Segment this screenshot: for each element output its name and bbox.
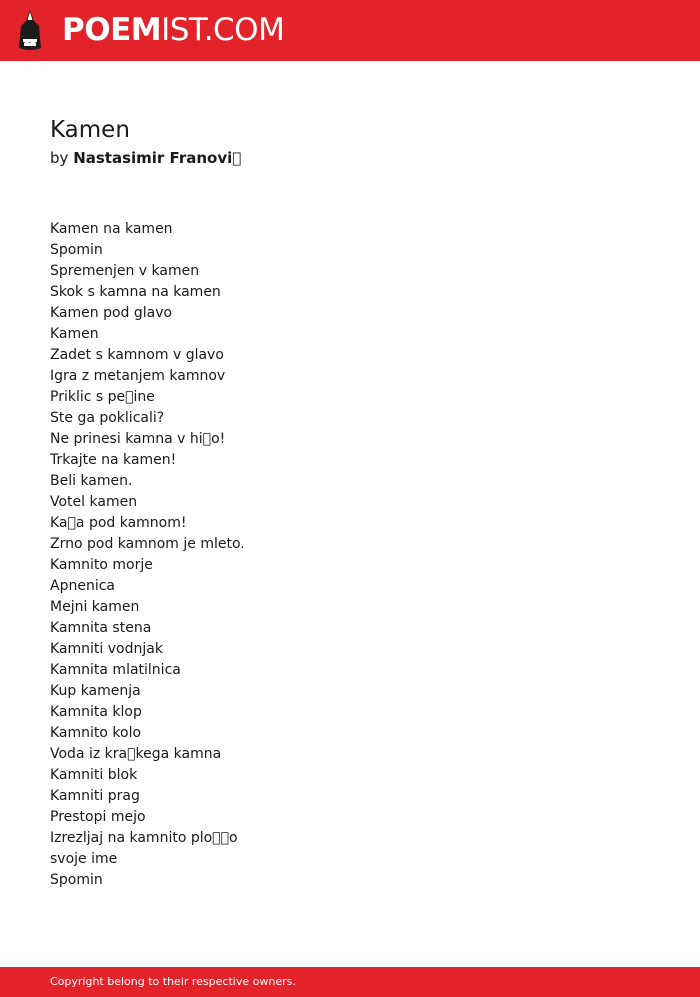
poem-line: Priklic s pe ine: [50, 389, 155, 405]
poem-line: Apnenica: [50, 578, 115, 594]
by-label: by: [50, 149, 69, 167]
poem-line: Voda iz kra kega kamna: [50, 746, 222, 762]
poem-line: Zrno pod kamnom je mleto.: [50, 536, 245, 552]
site-logo[interactable]: [62, 12, 284, 48]
poem-line: Kamnita klop: [50, 704, 142, 720]
poem-line: Prestopi mejo: [50, 809, 146, 825]
poem-line: Kamnita mlatilnica: [50, 662, 181, 678]
poem-line: Skok s kamna na kamen: [50, 284, 221, 300]
poem-line: Spremenjen v kamen: [50, 263, 200, 279]
poem-line: svoje ime: [50, 851, 118, 867]
poem-line: Kamen pod glavo: [50, 305, 173, 321]
poem-body: [50, 219, 245, 891]
pencil-tip-icon[interactable]: [18, 9, 42, 51]
poem-line: Kamnito kolo: [50, 725, 142, 741]
logo-bold: POEM: [62, 12, 162, 48]
poem-line: Kamniti blok: [50, 767, 138, 783]
poem-line: Votel kamen: [50, 494, 138, 510]
logo-light: IST.COM: [161, 12, 285, 48]
poem-line: Kamen na kamen: [50, 221, 173, 237]
poem-line: Kamnita stena: [50, 620, 152, 636]
byline: [50, 149, 241, 167]
poem-line: Kamniti vodnjak: [50, 641, 163, 657]
poem-line: Kamniti prag: [50, 788, 140, 804]
poem-line: Igra z metanjem kamnov: [50, 368, 226, 384]
poem-line: Trkajte na kamen!: [50, 452, 177, 468]
poem-line: Kamen: [50, 326, 99, 342]
poem-line: Mejni kamen: [50, 599, 140, 615]
author-name: Nastasimir Franovi : [73, 149, 242, 167]
poem-line: Izrezljaj na kamnito plo  o: [50, 830, 238, 846]
poem-line: Ka a pod kamnom!: [50, 515, 187, 531]
poem-line: Spomin: [50, 242, 103, 258]
poem-line: Ste ga poklicali?: [50, 410, 165, 426]
site-header: [0, 0, 700, 61]
poem-line: Ne prinesi kamna v hi o!: [50, 431, 226, 447]
poem-line: Zadet s kamnom v glavo: [50, 347, 224, 363]
copyright-notice: Copyright belong to their respective owners.: [50, 975, 296, 988]
site-footer: [0, 967, 700, 997]
poem-line: Beli kamen.: [50, 473, 133, 489]
poem-line: Spomin: [50, 872, 103, 888]
poem-line: Kup kamenja: [50, 683, 141, 699]
poem-title: Kamen: [50, 117, 130, 143]
poem-line: Kamnito morje: [50, 557, 153, 573]
